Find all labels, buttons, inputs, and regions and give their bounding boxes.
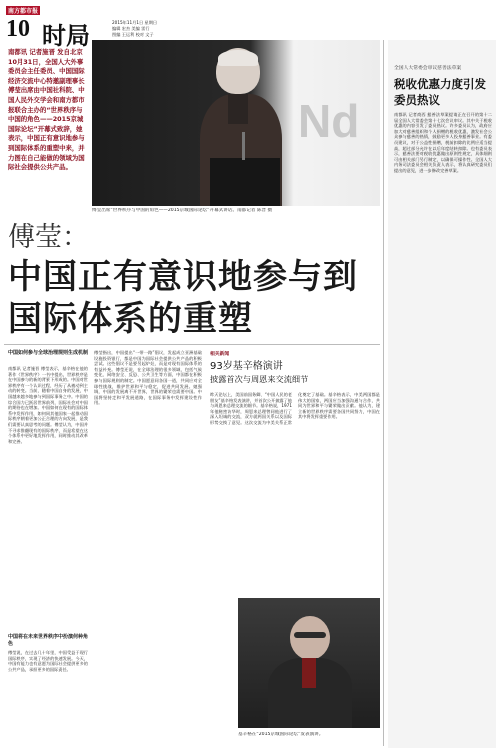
issue-date: 2015年11月1日 星期日 (112, 20, 158, 25)
lead-summary: 南都讯 记者施晋 发自北京 10月31日，全国人大外事委员会主任委员、中国国际经济交流中心特邀副理事长傅莹出席由中国社科院、中国人民外交学会和南方都市报联合主办的“世界秩序与中国的角色——2015京城国际论坛”开幕式致辞，她表示，中国正有意识地参与到国际体系的重塑中来，并力图在自己能做的领域为国际社会提供公共产品。 (8, 48, 85, 172)
photo-caption: 傅莹出席“世界秩序与中国的角色——2015京城国际论坛”开幕式讲话。南都记者 陈晋 摄 (92, 208, 273, 213)
divider (4, 344, 380, 345)
editor-line: 编辑 宏杰 美编 雷行 (112, 26, 150, 31)
right-body: 南都讯 记者商西 慈善法草案提请正在召开的第十二届全国人大常委会第十七次会议审议。其中关于税收优惠的内容引发了委员热议。许多委员认为，政府应加大对慈善组织和个人捐赠的税收优惠，激发社会公众参与慈善的热情，鼓励更多人投身慈善事业。有委员建议，对于公益性捐赠，税前扣除的比例应适当提高，超过部分允许在以后年度结转扣除。也有委员表示，慈善法要对税收优惠做出原则性规定，具体细则可由相关部门另行制定，以确保可操作性。全国人大内务司法委员会相关负责人表示，将认真研究委员们提出的意见，进一步修改完善草案。 (394, 112, 492, 173)
newspaper-logo: 南方都市报 (8, 8, 39, 15)
related-photo-caption: 基辛格在“2015京城国际论坛”发表演讲。 (238, 732, 324, 737)
page-number: 10 (6, 16, 30, 42)
main-photo (92, 40, 380, 206)
masthead (4, 4, 495, 50)
section-name: 时局 (42, 24, 90, 50)
related-body: 昨天论坛上，美国前国务卿、“中国人民的老朋友”基辛格发表演讲，并首次公开披露了他与周恩来总理交流的细节。基辛格说，1971年他秘密访华时，周恩来总理曾同他进行了深入坦诚的交流，双方就两国关系以及国际形势交换了意见。这次交流为中美关系正常化奠定了基础。基辛格表示，中美两国都是伟大的国家，两国应当加强沟通与合作，共同为世界和平与繁荣做出贡献。他认为，建立新的世界秩序需要各国共同努力，中国在其中将发挥重要作用。 (210, 392, 380, 425)
related-photo (238, 598, 380, 728)
related-title: 93岁基辛格演讲 (210, 361, 283, 372)
backdrop-logo: Nd (298, 95, 360, 147)
body-left-2: 傅莹说，在过去几十年里，中国受益于现行国际秩序，实现了经济的快速发展。今天，中国有能力也有意愿为国际社会提供更多的公共产品，承担更多的国际责任。 (8, 650, 88, 672)
related-label: 相关新闻 (210, 352, 230, 357)
headline-title: 中国正有意识地参与到国际体系的重塑 (8, 257, 358, 339)
right-kicker: 全国人大常委会审议慈善法草案 (394, 66, 462, 71)
proof-line: 图编 王运利 校对 文子 (112, 32, 154, 37)
headline-kicker: 傅莹： (8, 222, 89, 253)
microphone-icon (242, 132, 245, 160)
related-subtitle: 披露首次与周恩来交流细节 (210, 374, 309, 384)
subhead-q1: 中国如何参与全球治理规则生成机制 (8, 350, 89, 356)
right-title: 税收优惠力度引发委员热议 (394, 77, 486, 107)
subhead-q2: 中国将在未来世界秩序中扮演何种角色 (8, 634, 89, 647)
body-mid: 傅莹指出，中国提出“一带一路”倡议，发起成立亚洲基础设施投资银行，都是中国为国际社会提供公共产品的积极尝试。这些倡议不是要另起炉灶，而是对现有国际体系的有益补充。傅莹还说，在全球治理的很多领域，包括气候变化、网络安全、反恐、公共卫生等方面，中国都在积极参与国际规则的制定。中国愿意同各国一道，共同应对全球性挑战，维护世界和平与稳定，促进共同发展。她强调，中国的发展离不开世界，世界的繁荣也需要中国。中国将坚持走和平发展道路，在国际事务中发挥建设性作用。 (94, 350, 202, 406)
divider (383, 40, 384, 746)
body-left: 南都讯 记者施晋 傅莹表示，基辛格在他的著作《世界秩序》一书中提出，世界秩序是在中国参与的新的背景下形成的。中国对世界秩序有一个认识过程，经历了从被动到主动的转变。当前，随着中国自身的发展，中国越来越多地参与到国际事务之中。中国的综合国力已跃居世界前列，国际社会对中国的期待也在增加。中国如何在现有的国际体系中发挥作用，如何同其他国家一起推动国际秩序朝着更加公正合理的方向发展，是我们需要认真思考的问题。傅莹认为，中国并不寻求推翻现有的国际秩序，而是希望在这个体系中更好地发挥作用，同时推动其改革和完善。 (8, 366, 88, 444)
podium (210, 158, 280, 206)
